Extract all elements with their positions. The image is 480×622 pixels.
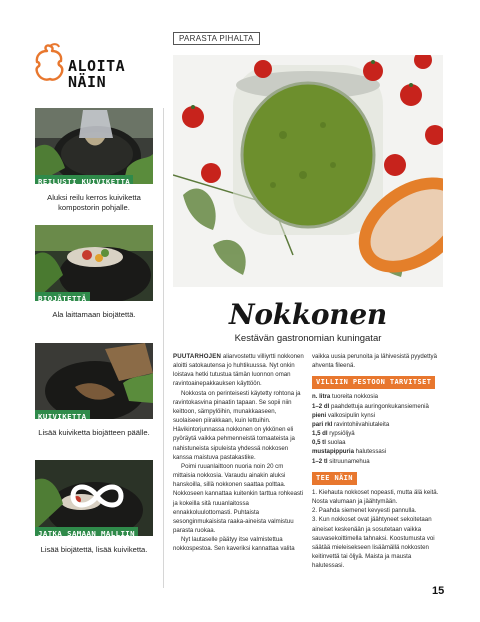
paragraph-continued: vaikka uusia perunoita ja lähivesistä pyydettyä ahventa fileenä.	[312, 353, 437, 370]
step-1-photo	[35, 108, 153, 184]
paragraph-1-text: aliarvostettu villiyrtti nokkonen aloitti satokautensa jo huhtikuussa. Nyt onkin loistava hetki tutustua tämän luonnon oman ravintoainepakkauksen käyttöön.	[173, 353, 304, 388]
article-column-1	[173, 352, 305, 553]
ingredient-item: 1–2 dl paahdettuja auringonkukansiemeniä	[312, 402, 429, 410]
sidebar-divider	[163, 108, 164, 588]
ingredient-item: 1,5 dl rypsiöljyä	[312, 430, 355, 438]
step-3-photo	[35, 343, 153, 419]
sidebar-title-line1: ALOITA	[68, 57, 126, 75]
step-3-text: Lisää kuiviketta biojätteen päälle.	[38, 428, 150, 437]
step-2-label: BIOJÄTETTÄ	[35, 292, 90, 301]
hero-photo-pesto-jar	[173, 55, 443, 287]
sidebar-title-line2: NÄIN	[68, 73, 107, 91]
article-subtitle: Kestävän gastronomian kuningatar	[234, 333, 382, 344]
page-number: 15	[432, 585, 445, 597]
paragraph-4: Nyt lautaselle päätyy itse valmistettua nokkospestoa. Sen kaveriksi kannattaa valita	[173, 536, 295, 553]
lead-word: PUUTARHOJEN	[173, 353, 222, 360]
step-2-text: Ala laittamaan biojätettä.	[52, 310, 136, 319]
step-4-photo	[35, 460, 153, 536]
ingredient-item: pari rkl ravintohiivahiutaleita	[312, 420, 390, 428]
ingredients-list	[312, 392, 444, 465]
step-3-label: KUIVIKETTA	[35, 410, 90, 419]
paragraph-2: Nokkosta on perinteisesti käytetty rohtona ja ravintokasvina pinaatin tapaan. Se sopii niin keittoon, sämpylöihin, munakkaaseen, suolaiseen piirakkaan, kuin lettuihin. Hävikintorjunnassa nokkonen on ykkönen eli pyöräytä vaikka pehmenneistä tomaateista ja nahistuneista sipuleista yhdessä nokkosen kanssa maistuva pastakastike.	[173, 389, 301, 461]
step-3	[35, 343, 153, 438]
paragraph-3: Poimi ruuanlaittoon nuoria noin 20 cm mittaisia nokkosia. Varaudu ainakin aluksi hanskoilla, sillä nokkonen saattaa polttaa. Nokkoseen kannattaa kuitenkin tarttua rohkeasti ja kokeilla sitä ruuanlaitossa ennakkoluulottomasti. Puhtaista sesonginmukaisista raaka-aineista valmistuu parasta ruokaa.	[173, 462, 304, 534]
step-4	[35, 460, 153, 555]
step-1	[35, 108, 153, 213]
ingredient-item: pieni valkosipulin kynsi	[312, 411, 376, 419]
step-1-label: REILUSTI KUIVIKETTA	[35, 175, 133, 184]
ingredients-heading: VILLIIN PESTOON TARVITSET	[312, 376, 435, 389]
step-1-text: Aluksi reilu kerros kuiviketta kompostorin pohjalle.	[47, 193, 141, 212]
ingredient-item: 1–2 tl sitruunamehua	[312, 457, 370, 465]
paragraph-1	[173, 352, 305, 389]
step-4-label: JATKA SAMAAN MALLIIN	[35, 527, 138, 536]
apple-core-icon	[30, 42, 66, 84]
method-heading: TEE NÄIN	[312, 472, 357, 485]
method-steps	[312, 488, 444, 570]
method-step: 2. Paahda siemenet kevyesti pannulla.	[312, 507, 417, 515]
sidebar-title	[68, 58, 125, 90]
step-2-photo	[35, 225, 153, 301]
article-title: Nokkonen	[229, 298, 387, 331]
step-2	[35, 225, 153, 320]
step-4-text: Lisää biojätettä, lisää kuiviketta.	[40, 545, 148, 554]
ingredient-item: n. litra tuoreita nokkosia	[312, 393, 379, 401]
ingredient-item: mustapippuria halutessasi	[312, 448, 387, 456]
ingredient-item: 0,5 tl suolaa	[312, 439, 346, 447]
article-column-2	[312, 352, 444, 570]
method-step: 1. Kiehauta nokkoset nopeasti, mutta älä keitä. Nosta valumaan ja jäähtymään.	[312, 488, 439, 506]
method-step: 3. Kun nokkoset ovat jäähtyneet sekoitetaan aineiset keskenään ja sosutetaan vaikka sauvasekoittimella tahnaksi. Koostumusta voi säätää mieleisekseen lisäämällä nokkosten keitinvettä tai öljyä. Maista ja mausta halutessasi.	[312, 516, 435, 570]
section-tag: PARASTA PIHALTA	[173, 32, 260, 45]
